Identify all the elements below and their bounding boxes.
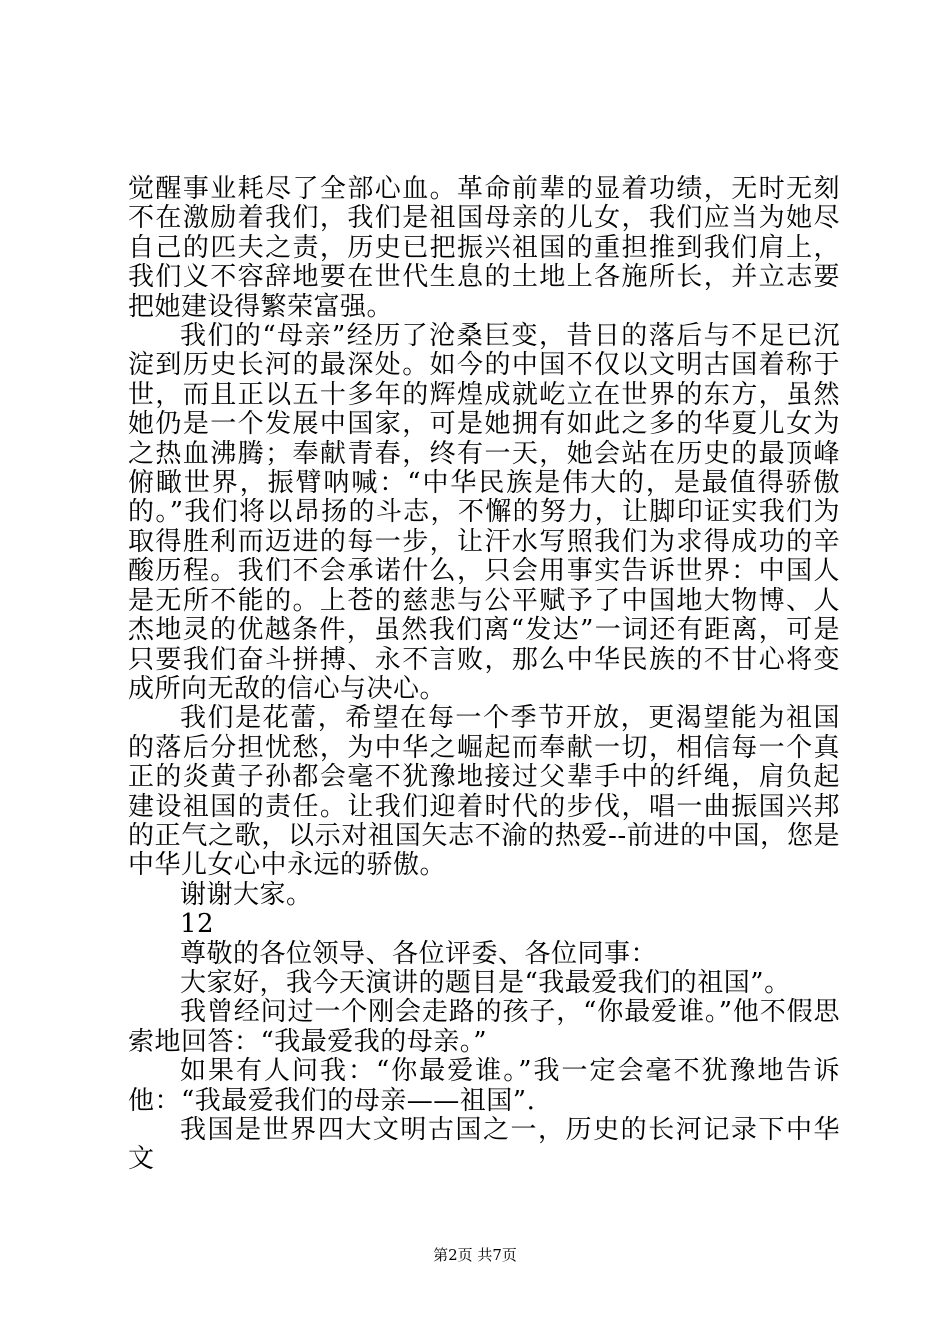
speech-title-line: 大家好，我今天演讲的题目是“我最爱我们的祖国”。 (180, 967, 791, 998)
page-number: 第2页 共7页 (433, 1246, 517, 1264)
salutation: 尊敬的各位领导、各位评委、各位同事： (180, 938, 658, 969)
paragraph-flower-bud: 我们是花蕾，希望在每一个季节开放，更渴望能为祖国的落后分担忧愁，为中华之崛起而奉献一切，相信每一个真正的炎黄子孙都会毫不犹豫地接过父辈手中的纤绳，肩负起建设祖国的责任。让我们迎着时代的步伐，唱一曲振国兴邦的正气之歌，以示对祖国矢志不渝的热爱--前进的中国，您是中华儿女心中永远的骄傲。 (128, 703, 840, 881)
paragraph-child-question: 我曾经问过一个刚会走路的孩子，“你最爱谁。”他不假思索地回答：“我最爱我的母亲。” (128, 997, 840, 1057)
paragraph-ancient-civilization: 我国是世界四大文明古国之一，历史的长河记录下中华文 (128, 1115, 840, 1175)
section-number: 12 (180, 909, 215, 940)
paragraph-thanks: 谢谢大家。 (180, 879, 313, 910)
document-body (128, 175, 840, 1175)
paragraph-who-i-love: 如果有人问我：“你最爱谁。”我一定会毫不犹豫地告诉他：“我最爱我们的母亲——祖国”. (128, 1056, 840, 1116)
paragraph-continued: 觉醒事业耗尽了全部心血。革命前辈的显着功绩，无时无刻不在激励着我们，我们是祖国母亲的儿女，我们应当为她尽自己的匹夫之责，历史已把振兴祖国的重担推到我们肩上，我们义不容辞地要在世代生息的土地上各施所长，并立志要把她建设得繁荣富强。 (128, 174, 840, 322)
paragraph-mother: 我们的“母亲”经历了沧桑巨变，昔日的落后与不足已沉淀到历史长河的最深处。如今的中国不仅以文明古国着称于世，而且正以五十多年的辉煌成就屹立在世界的东方，虽然她仍是一个发展中国家，可是她拥有如此之多的华夏儿女为之热血沸腾；奉献青春，终有一天，她会站在历史的最顶峰俯瞰世界，振臂呐喊：“中华民族是伟大的，是最值得骄傲的。”我们将以昂扬的斗志，不懈的努力，让脚印证实我们为取得胜利而迈进的每一步，让汗水写照我们为求得成功的辛酸历程。我们不会承诺什么，只会用事实告诉世界：中国人是无所不能的。上苍的慈悲与公平赋予了中国地大物博、人杰地灵的优越条件，虽然我们离“发达”一词还有距离，可是只要我们奋斗拼搏、永不言败，那么中华民族的不甘心将变成所向无敌的信心与决心。 (128, 321, 840, 704)
